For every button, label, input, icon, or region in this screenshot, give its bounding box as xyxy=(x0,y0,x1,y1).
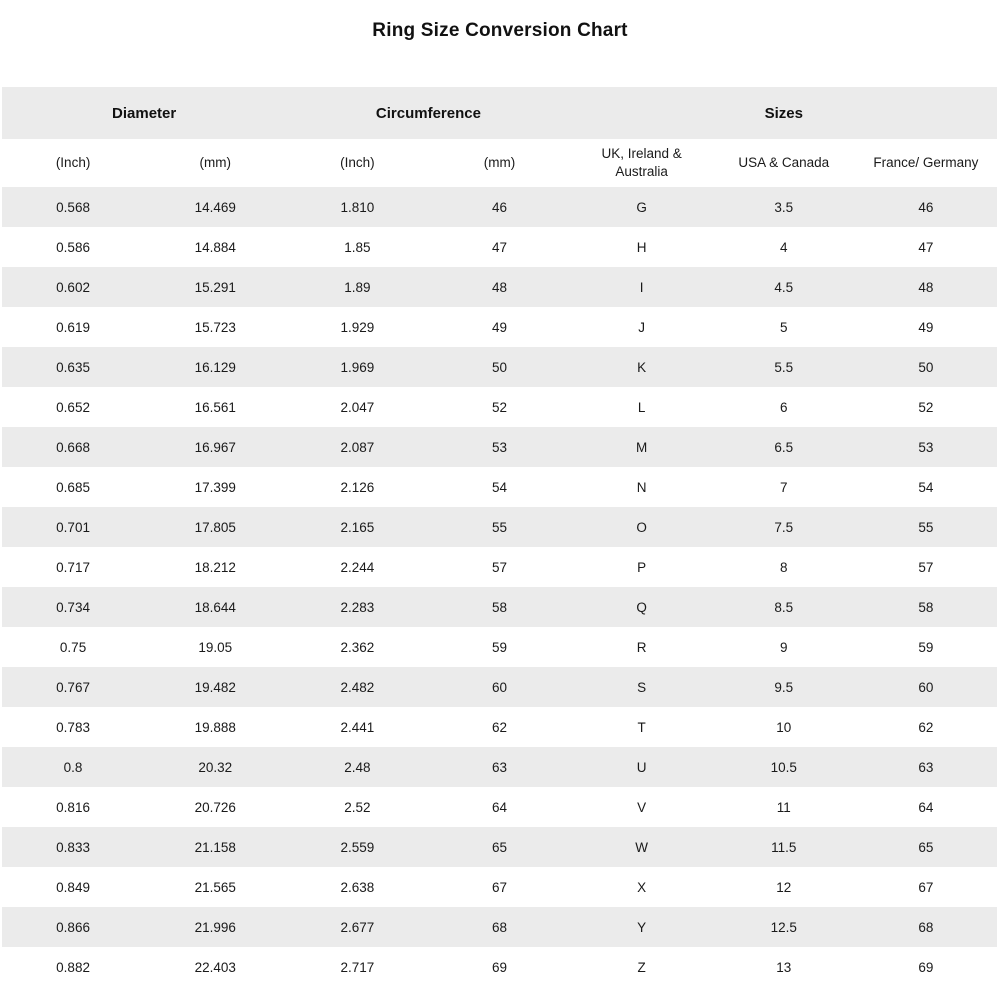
ring-size-conversion-table xyxy=(2,87,997,987)
table-row xyxy=(2,467,997,507)
column-header-6: France/ Germany xyxy=(855,139,997,187)
table-cell-col-0: 0.8 xyxy=(2,747,144,787)
group-header-sizes: Sizes xyxy=(571,87,997,139)
table-cell-col-2: 2.677 xyxy=(286,907,428,947)
column-header-5: USA & Canada xyxy=(713,139,855,187)
table-cell-col-0: 0.668 xyxy=(2,427,144,467)
table-cell-col-6: 55 xyxy=(855,507,997,547)
table-cell-col-0: 0.635 xyxy=(2,347,144,387)
table-row xyxy=(2,307,997,347)
table-cell-col-3: 52 xyxy=(428,387,570,427)
table-cell-col-4: G xyxy=(571,187,713,227)
table-cell-col-4: I xyxy=(571,267,713,307)
group-header-diameter: Diameter xyxy=(2,87,286,139)
table-cell-col-3: 60 xyxy=(428,667,570,707)
table-cell-col-0: 0.602 xyxy=(2,267,144,307)
column-header-row xyxy=(2,139,997,187)
table-cell-col-1: 17.399 xyxy=(144,467,286,507)
table-cell-col-1: 15.291 xyxy=(144,267,286,307)
group-header-circumference: Circumference xyxy=(286,87,570,139)
table-cell-col-4: K xyxy=(571,347,713,387)
table-cell-col-0: 0.568 xyxy=(2,187,144,227)
table-cell-col-5: 9 xyxy=(713,627,855,667)
table-cell-col-1: 19.888 xyxy=(144,707,286,747)
table-cell-col-1: 20.32 xyxy=(144,747,286,787)
table-cell-col-4: Z xyxy=(571,947,713,987)
table-cell-col-0: 0.783 xyxy=(2,707,144,747)
table-cell-col-2: 1.810 xyxy=(286,187,428,227)
table-cell-col-6: 69 xyxy=(855,947,997,987)
table-cell-col-0: 0.734 xyxy=(2,587,144,627)
table-cell-col-3: 63 xyxy=(428,747,570,787)
table-cell-col-4: U xyxy=(571,747,713,787)
table-cell-col-1: 16.129 xyxy=(144,347,286,387)
table-cell-col-3: 53 xyxy=(428,427,570,467)
table-cell-col-1: 14.884 xyxy=(144,227,286,267)
table-cell-col-6: 58 xyxy=(855,587,997,627)
table-row xyxy=(2,667,997,707)
table-cell-col-5: 13 xyxy=(713,947,855,987)
table-cell-col-3: 54 xyxy=(428,467,570,507)
table-cell-col-6: 47 xyxy=(855,227,997,267)
table-cell-col-6: 57 xyxy=(855,547,997,587)
group-header-row xyxy=(2,87,997,139)
table-cell-col-4: T xyxy=(571,707,713,747)
table-cell-col-2: 2.52 xyxy=(286,787,428,827)
table-cell-col-6: 59 xyxy=(855,627,997,667)
table-cell-col-0: 0.619 xyxy=(2,307,144,347)
table-cell-col-6: 54 xyxy=(855,467,997,507)
table-row xyxy=(2,387,997,427)
table-cell-col-1: 17.805 xyxy=(144,507,286,547)
table-cell-col-3: 69 xyxy=(428,947,570,987)
table-cell-col-1: 14.469 xyxy=(144,187,286,227)
table-row xyxy=(2,347,997,387)
table-cell-col-1: 19.482 xyxy=(144,667,286,707)
table-cell-col-6: 52 xyxy=(855,387,997,427)
table-cell-col-2: 2.087 xyxy=(286,427,428,467)
table-row xyxy=(2,827,997,867)
column-header-1: (mm) xyxy=(144,139,286,187)
table-cell-col-4: R xyxy=(571,627,713,667)
table-cell-col-4: V xyxy=(571,787,713,827)
table-cell-col-2: 2.559 xyxy=(286,827,428,867)
table-cell-col-5: 6 xyxy=(713,387,855,427)
table-cell-col-0: 0.866 xyxy=(2,907,144,947)
table-cell-col-4: H xyxy=(571,227,713,267)
column-header-0: (Inch) xyxy=(2,139,144,187)
table-cell-col-4: Q xyxy=(571,587,713,627)
column-header-2: (Inch) xyxy=(286,139,428,187)
column-header-3: (mm) xyxy=(428,139,570,187)
table-cell-col-5: 7 xyxy=(713,467,855,507)
table-cell-col-0: 0.652 xyxy=(2,387,144,427)
table-cell-col-2: 2.047 xyxy=(286,387,428,427)
table-cell-col-6: 49 xyxy=(855,307,997,347)
table-cell-col-2: 2.717 xyxy=(286,947,428,987)
table-cell-col-2: 2.48 xyxy=(286,747,428,787)
table-cell-col-4: J xyxy=(571,307,713,347)
table-cell-col-3: 59 xyxy=(428,627,570,667)
table-cell-col-3: 68 xyxy=(428,907,570,947)
table-cell-col-2: 2.165 xyxy=(286,507,428,547)
table-cell-col-2: 1.85 xyxy=(286,227,428,267)
table-cell-col-4: P xyxy=(571,547,713,587)
table-cell-col-6: 53 xyxy=(855,427,997,467)
table-row xyxy=(2,707,997,747)
table-row xyxy=(2,187,997,227)
table-cell-col-5: 5.5 xyxy=(713,347,855,387)
table-header xyxy=(2,87,997,187)
table-cell-col-5: 8 xyxy=(713,547,855,587)
table-cell-col-2: 2.638 xyxy=(286,867,428,907)
table-cell-col-5: 3.5 xyxy=(713,187,855,227)
table-cell-col-4: L xyxy=(571,387,713,427)
table-cell-col-5: 8.5 xyxy=(713,587,855,627)
table-cell-col-2: 2.362 xyxy=(286,627,428,667)
table-cell-col-4: X xyxy=(571,867,713,907)
table-cell-col-2: 2.482 xyxy=(286,667,428,707)
table-cell-col-4: O xyxy=(571,507,713,547)
table-cell-col-6: 62 xyxy=(855,707,997,747)
table-cell-col-4: S xyxy=(571,667,713,707)
table-row xyxy=(2,427,997,467)
table-cell-col-6: 60 xyxy=(855,667,997,707)
table-row xyxy=(2,867,997,907)
table-cell-col-1: 21.158 xyxy=(144,827,286,867)
table-cell-col-1: 20.726 xyxy=(144,787,286,827)
table-cell-col-0: 0.816 xyxy=(2,787,144,827)
table-cell-col-5: 4 xyxy=(713,227,855,267)
table-cell-col-2: 2.283 xyxy=(286,587,428,627)
table-cell-col-6: 65 xyxy=(855,827,997,867)
table-cell-col-6: 64 xyxy=(855,787,997,827)
table-cell-col-5: 10.5 xyxy=(713,747,855,787)
table-cell-col-1: 18.212 xyxy=(144,547,286,587)
table-row xyxy=(2,907,997,947)
table-cell-col-3: 58 xyxy=(428,587,570,627)
table-cell-col-0: 0.767 xyxy=(2,667,144,707)
table-cell-col-3: 55 xyxy=(428,507,570,547)
table-cell-col-2: 1.929 xyxy=(286,307,428,347)
table-cell-col-0: 0.586 xyxy=(2,227,144,267)
table-cell-col-5: 12 xyxy=(713,867,855,907)
table-cell-col-6: 46 xyxy=(855,187,997,227)
table-cell-col-0: 0.701 xyxy=(2,507,144,547)
table-cell-col-1: 16.967 xyxy=(144,427,286,467)
table-row xyxy=(2,267,997,307)
table-cell-col-5: 6.5 xyxy=(713,427,855,467)
table-cell-col-4: W xyxy=(571,827,713,867)
table-cell-col-1: 22.403 xyxy=(144,947,286,987)
table-cell-col-3: 49 xyxy=(428,307,570,347)
column-header-4: UK, Ireland & Australia xyxy=(571,139,713,187)
table-cell-col-2: 2.441 xyxy=(286,707,428,747)
table-row xyxy=(2,507,997,547)
table-cell-col-2: 1.89 xyxy=(286,267,428,307)
table-cell-col-3: 62 xyxy=(428,707,570,747)
table-cell-col-0: 0.685 xyxy=(2,467,144,507)
table-row xyxy=(2,747,997,787)
table-cell-col-1: 18.644 xyxy=(144,587,286,627)
table-cell-col-4: N xyxy=(571,467,713,507)
table-cell-col-1: 15.723 xyxy=(144,307,286,347)
table-cell-col-0: 0.882 xyxy=(2,947,144,987)
page-title: Ring Size Conversion Chart xyxy=(372,20,628,41)
table-cell-col-2: 1.969 xyxy=(286,347,428,387)
table-cell-col-4: Y xyxy=(571,907,713,947)
table-row xyxy=(2,627,997,667)
table-cell-col-5: 12.5 xyxy=(713,907,855,947)
table-cell-col-0: 0.833 xyxy=(2,827,144,867)
table-cell-col-1: 19.05 xyxy=(144,627,286,667)
table-row xyxy=(2,227,997,267)
table-cell-col-3: 48 xyxy=(428,267,570,307)
table-cell-col-1: 16.561 xyxy=(144,387,286,427)
table-cell-col-5: 11.5 xyxy=(713,827,855,867)
table-cell-col-0: 0.717 xyxy=(2,547,144,587)
table-cell-col-3: 64 xyxy=(428,787,570,827)
table-cell-col-5: 10 xyxy=(713,707,855,747)
table-cell-col-0: 0.849 xyxy=(2,867,144,907)
table-cell-col-4: M xyxy=(571,427,713,467)
table-row xyxy=(2,587,997,627)
table-cell-col-0: 0.75 xyxy=(2,627,144,667)
table-cell-col-2: 2.126 xyxy=(286,467,428,507)
table-cell-col-5: 4.5 xyxy=(713,267,855,307)
table-cell-col-5: 7.5 xyxy=(713,507,855,547)
table-row xyxy=(2,547,997,587)
table-row xyxy=(2,787,997,827)
table-cell-col-2: 2.244 xyxy=(286,547,428,587)
table-cell-col-6: 48 xyxy=(855,267,997,307)
table-cell-col-1: 21.996 xyxy=(144,907,286,947)
table-cell-col-6: 63 xyxy=(855,747,997,787)
table-cell-col-5: 9.5 xyxy=(713,667,855,707)
table-cell-col-3: 57 xyxy=(428,547,570,587)
table-cell-col-3: 65 xyxy=(428,827,570,867)
table-cell-col-5: 5 xyxy=(713,307,855,347)
table-cell-col-6: 68 xyxy=(855,907,997,947)
table-cell-col-5: 11 xyxy=(713,787,855,827)
table-cell-col-3: 50 xyxy=(428,347,570,387)
table-row xyxy=(2,947,997,987)
table-cell-col-6: 50 xyxy=(855,347,997,387)
table-cell-col-3: 67 xyxy=(428,867,570,907)
table-body xyxy=(2,187,997,987)
table-cell-col-6: 67 xyxy=(855,867,997,907)
table-cell-col-1: 21.565 xyxy=(144,867,286,907)
table-cell-col-3: 47 xyxy=(428,227,570,267)
table-cell-col-3: 46 xyxy=(428,187,570,227)
